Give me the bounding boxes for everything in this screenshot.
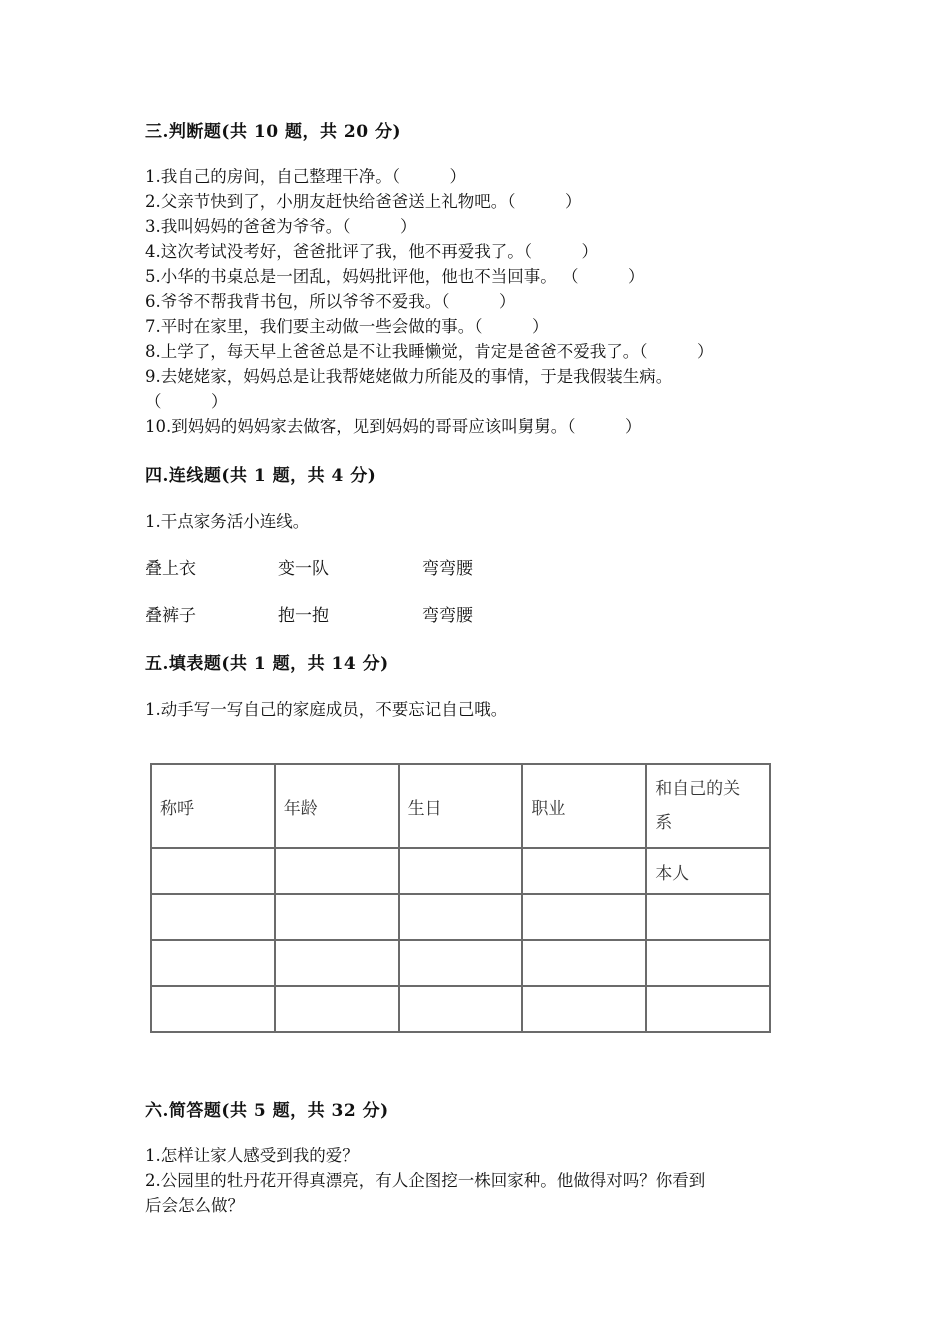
header-cell-relation — [646, 764, 770, 848]
match-question: 1.干点家务活小连线。 — [145, 512, 310, 531]
judge-item-8: 8.上学了，每天早上爸爸总是不让我睡懒觉，肯定是爸爸不爱我了。（ ） — [145, 342, 714, 361]
table-cell-blank[interactable] — [522, 848, 646, 894]
judge-item-10: 10.到妈妈的妈妈家去做客，见到妈妈的哥哥应该叫舅舅。（ ） — [145, 417, 642, 436]
table-cell-self: 本人 — [646, 848, 770, 894]
judge-item-6: 6.爷爷不帮我背书包，所以爷爷不爱我。（ ） — [145, 292, 516, 311]
header-relation-line-1: 和自己的关 — [655, 779, 741, 799]
table-cell-blank[interactable] — [275, 940, 399, 986]
table-cell-blank[interactable] — [151, 848, 275, 894]
short-answer-1: 1.怎样让家人感受到我的爱？ — [145, 1146, 359, 1165]
header-cell-title: 称呼 — [151, 764, 275, 848]
family-members-table — [150, 763, 771, 1033]
judge-item-7: 7.平时在家里，我们要主动做一些会做的事。（ ） — [145, 317, 549, 336]
match-middle-1[interactable]: 变一队 — [278, 559, 329, 579]
section-4-title: 四.连线题(共 1 题，共 4 分) — [145, 466, 377, 486]
judge-item-9: 9.去姥姥家，妈妈总是让我帮姥姥做力所能及的事情，于是我假装生病。 — [145, 367, 673, 386]
judge-item-2: 2.父亲节快到了，小朋友赶快给爸爸送上礼物吧。（ ） — [145, 192, 582, 211]
table-cell-blank[interactable] — [522, 894, 646, 940]
table-cell-blank[interactable] — [399, 848, 523, 894]
table-cell-blank[interactable] — [646, 894, 770, 940]
table-cell-blank[interactable] — [399, 986, 523, 1032]
header-cell-job: 职业 — [522, 764, 646, 848]
short-answer-2-cont: 后会怎么做？ — [145, 1196, 244, 1215]
header-cell-birthday: 生日 — [399, 764, 523, 848]
table-cell-blank[interactable] — [275, 894, 399, 940]
short-answer-2: 2.公园里的牡丹花开得真漂亮，有人企图挖一株回家种。他做得对吗？你看到 — [145, 1171, 706, 1190]
judge-item-3: 3.我叫妈妈的爸爸为爷爷。（ ） — [145, 217, 417, 236]
table-cell-blank[interactable] — [275, 848, 399, 894]
table-cell-blank[interactable] — [275, 986, 399, 1032]
judge-item-5: 5.小华的书桌总是一团乱，妈妈批评他，他也不当回事。 （ ） — [145, 267, 645, 286]
section-3-title: 三.判断题(共 10 题，共 20 分) — [145, 122, 401, 142]
section-6-title: 六.简答题(共 5 题，共 32 分) — [145, 1101, 389, 1121]
table-cell-blank[interactable] — [646, 986, 770, 1032]
match-right-1[interactable]: 弯弯腰 — [422, 559, 473, 579]
table-cell-blank[interactable] — [151, 940, 275, 986]
table-cell-blank[interactable] — [399, 894, 523, 940]
table-row — [151, 986, 770, 1032]
table-header-row — [151, 764, 770, 848]
header-cell-age: 年龄 — [275, 764, 399, 848]
table-cell-blank[interactable] — [399, 940, 523, 986]
section-5-title: 五.填表题(共 1 题，共 14 分) — [145, 654, 389, 674]
table-row — [151, 848, 770, 894]
table-row — [151, 940, 770, 986]
table-cell-blank[interactable] — [522, 986, 646, 1032]
table-question: 1.动手写一写自己的家庭成员，不要忘记自己哦。 — [145, 700, 508, 719]
match-left-1[interactable]: 叠上衣 — [145, 559, 196, 579]
judge-item-1: 1.我自己的房间，自己整理干净。（ ） — [145, 167, 466, 186]
judge-item-4: 4.这次考试没考好，爸爸批评了我，他不再爱我了。（ ） — [145, 242, 598, 261]
match-left-2[interactable]: 叠裤子 — [145, 606, 196, 626]
match-right-2[interactable]: 弯弯腰 — [422, 606, 473, 626]
table-cell-blank[interactable] — [522, 940, 646, 986]
judge-item-9-blank: （ ） — [145, 392, 228, 411]
header-relation-line-2: 系 — [655, 813, 673, 833]
table-row — [151, 894, 770, 940]
table-cell-blank[interactable] — [151, 894, 275, 940]
match-middle-2[interactable]: 抱一抱 — [278, 606, 329, 626]
table-cell-blank[interactable] — [646, 940, 770, 986]
table-cell-blank[interactable] — [151, 986, 275, 1032]
